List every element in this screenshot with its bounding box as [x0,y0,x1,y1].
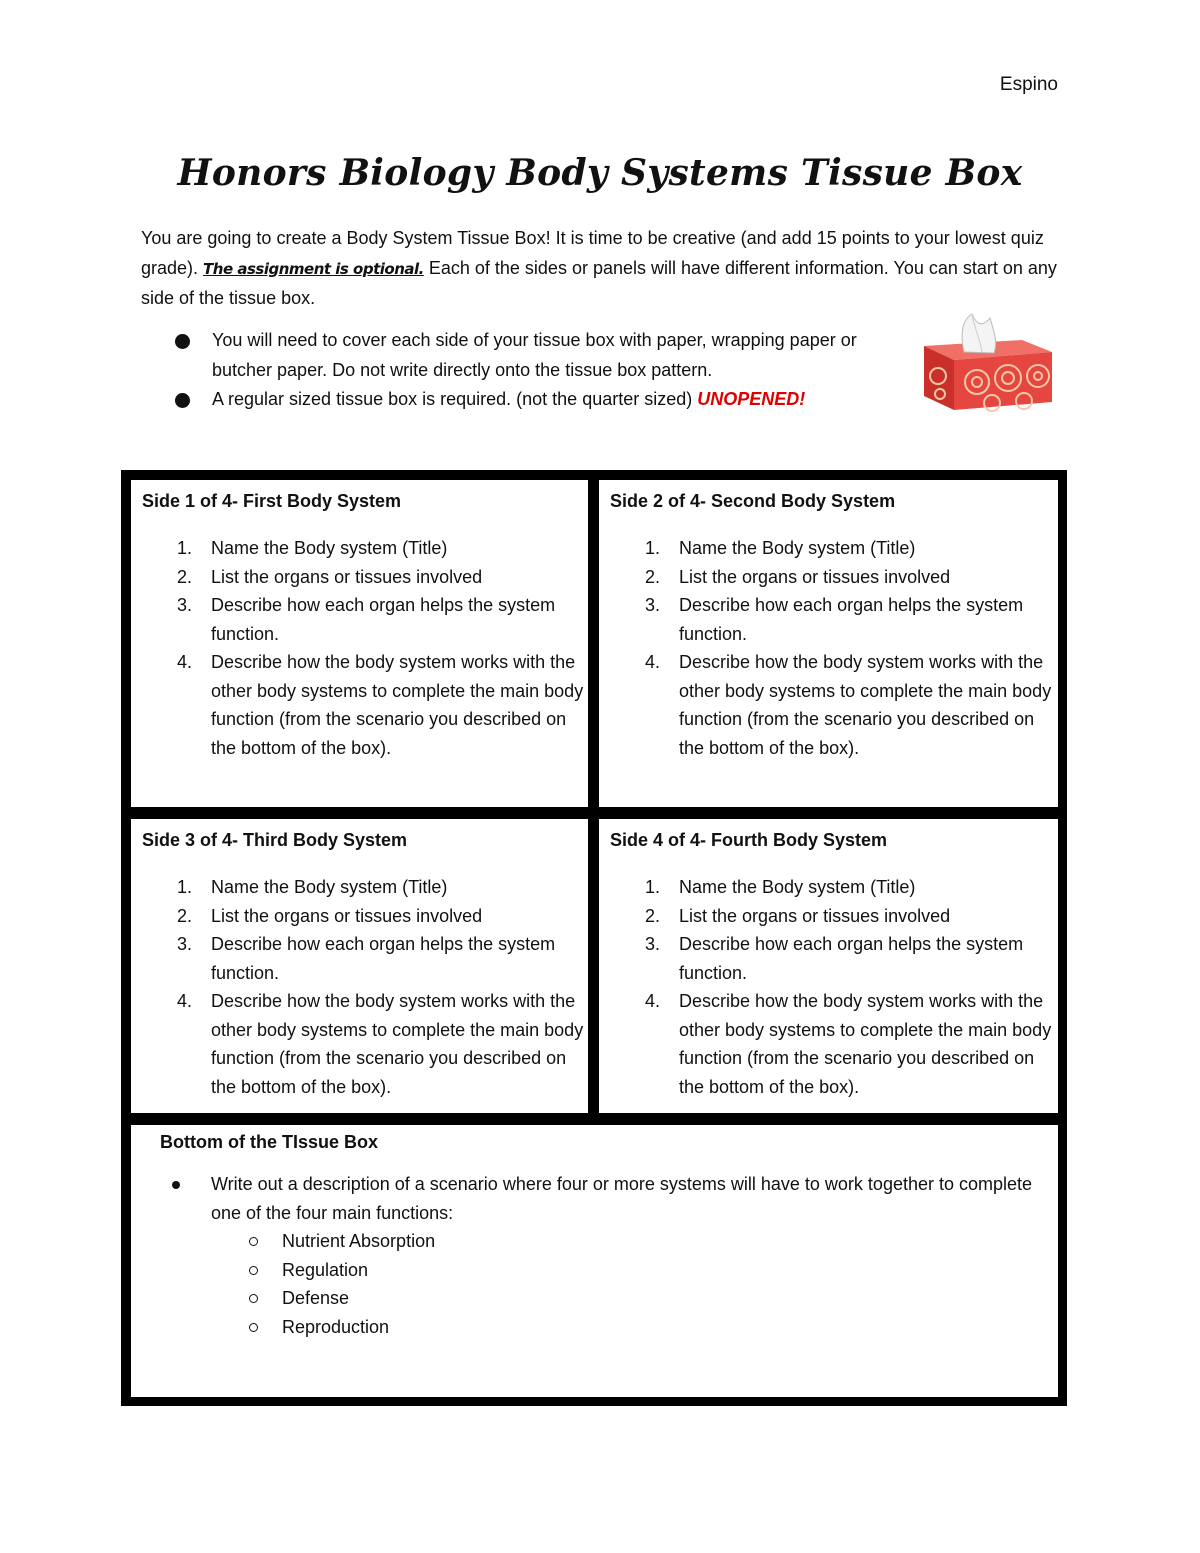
step-text: Describe how the body system works with the other body systems to complete the main body function (from the scenario you described on the bottom of the box). [211,991,584,1097]
step-number: 3. [177,595,193,615]
side-3-panel [131,819,588,1113]
function-item [211,1227,1048,1256]
step-item [142,987,584,1101]
step-text: Describe how the body system works with the other body systems to complete the main body function (from the scenario you described on the bottom of the box). [211,652,584,758]
step-text: Describe how the body system works with the other body systems to complete the main body function (from the scenario you described on the bottom of the box). [679,991,1052,1097]
step-number: 4. [645,991,661,1011]
step-number: 4. [645,652,661,672]
bullet-icon [172,1181,180,1189]
step-text: Describe how each organ helps the system function. [211,595,556,644]
function-item [211,1256,1048,1285]
step-item [142,563,584,592]
side-2-steps [610,534,1054,762]
step-text: Describe how each organ helps the system function. [679,934,1024,983]
tissue-box-sides-table [121,470,1067,1406]
step-item [142,873,584,902]
step-item [610,591,1054,648]
side-3-steps [142,873,584,1101]
step-item [610,563,1054,592]
step-number: 1. [645,877,661,897]
side-4-steps [610,873,1054,1101]
step-text: Describe how the body system works with the other body systems to complete the main body function (from the scenario you described on the bottom of the box). [679,652,1052,758]
hollow-bullet-icon [249,1294,258,1303]
step-text: Name the Body system (Title) [211,877,448,897]
step-item [142,648,584,762]
page-title: Honors Biology Body Systems Tissue Box [177,152,1023,194]
step-item [610,902,1054,931]
bottom-instruction-text: Write out a description of a scenario where four or more systems will have to work together to complete one of the four main functions: [211,1174,1033,1223]
hollow-bullet-icon [249,1266,258,1275]
step-item [610,648,1054,762]
hollow-bullet-icon [249,1323,258,1332]
bottom-instructions [171,1170,1048,1341]
step-item [610,930,1054,987]
step-item [142,902,584,931]
step-text: Name the Body system (Title) [679,538,916,558]
step-number: 3. [645,934,661,954]
bullet-icon [175,393,190,408]
step-number: 2. [177,566,193,587]
step-item [142,591,584,648]
side-1-panel [131,480,588,807]
step-item [610,987,1054,1101]
requirement-text: You will need to cover each side of your tissue box with paper, wrapping paper or butcher paper. Do not write directly onto the tissue box pattern. [212,330,857,380]
function-text: Defense [282,1288,350,1308]
step-item [610,534,1054,563]
step-number: 1. [177,538,193,558]
step-number: 3. [177,934,193,954]
step-number: 2. [645,566,661,587]
tissue-box-image [902,306,1060,416]
side-4-panel [599,819,1058,1113]
function-text: Reproduction [282,1316,390,1337]
side-2-panel [599,480,1058,807]
bottom-panel [131,1125,1058,1397]
step-number: 1. [645,538,661,558]
step-item [142,534,584,563]
step-text: Describe how each organ helps the system function. [679,595,1024,644]
function-item [211,1313,1048,1342]
step-item [610,873,1054,902]
step-number: 2. [645,905,661,926]
step-text: List the organs or tissues involved [679,566,951,587]
side-4-title: Side 4 of 4- Fourth Body System [610,830,888,850]
step-number: 1. [177,877,193,897]
function-item [211,1284,1048,1313]
author-name: Espino [999,74,1058,95]
side-3-title: Side 3 of 4- Third Body System [142,830,408,850]
function-text: Regulation [282,1259,369,1280]
intro-text-1: You are going to create a Body System Tissue Box! It is time to be creative (and add 15 points to your lowest quiz grade). [141,228,1044,278]
bottom-title: Bottom of the TIssue Box [160,1132,379,1152]
step-text: List the organs or tissues involved [679,905,951,926]
step-number: 4. [177,652,193,672]
intro-paragraph [141,224,1071,314]
main-functions-list [211,1227,1048,1341]
step-number: 4. [177,991,193,1011]
step-text: Name the Body system (Title) [679,877,916,897]
hollow-bullet-icon [249,1237,258,1246]
bottom-instruction-item [171,1170,1048,1341]
step-text: List the organs or tissues involved [211,566,483,587]
requirements-list [172,326,892,415]
step-number: 2. [177,905,193,926]
step-number: 3. [645,595,661,615]
step-item [142,930,584,987]
side-2-title: Side 2 of 4- Second Body System [610,491,896,511]
optional-note: The assignment is optional. [203,259,424,278]
step-text: Name the Body system (Title) [211,538,448,558]
intro-text-2: Each of the sides or panels will have different information. You can start on any side of the tissue box. [141,257,1057,308]
unopened-emphasis: UNOPENED! [697,389,806,409]
step-text: List the organs or tissues involved [211,905,483,926]
requirement-text: A regular sized tissue box is required. (not the quarter sized) [212,389,698,409]
requirement-item [172,326,892,385]
side-1-title: Side 1 of 4- First Body System [142,491,402,511]
bullet-icon [175,334,190,349]
step-text: Describe how each organ helps the system function. [211,934,556,983]
side-1-steps [142,534,584,762]
requirement-item [172,385,892,415]
function-text: Nutrient Absorption [282,1231,436,1251]
